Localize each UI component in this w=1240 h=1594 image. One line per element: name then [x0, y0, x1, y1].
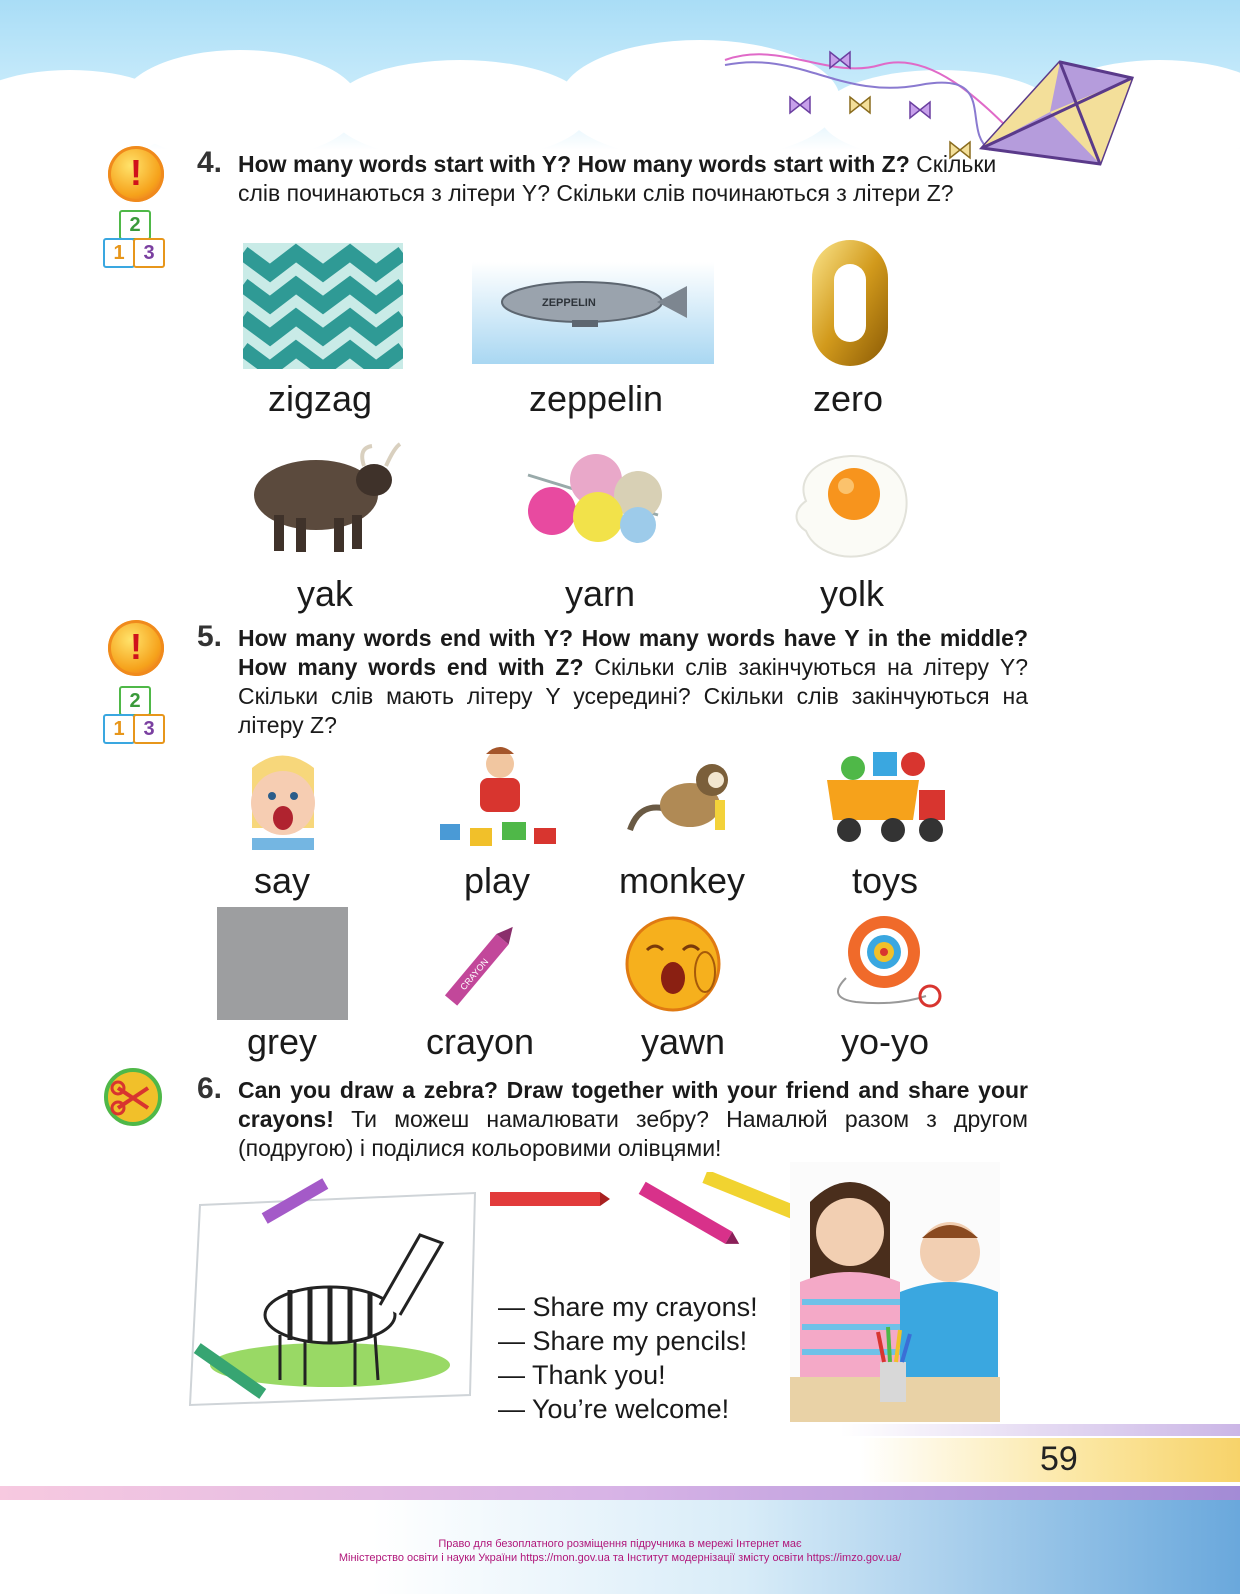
- word-yolk: yolk: [819, 573, 885, 614]
- task-number: 5.: [197, 620, 223, 653]
- task6-english: Can you draw a zebra? Draw together with your friend and share your crayons!: [238, 1077, 1028, 1132]
- word-zero: zero: [812, 378, 884, 419]
- yarn-image: [518, 445, 668, 545]
- zebra-drawing-image: [180, 1165, 480, 1415]
- crayons-image: [486, 1172, 816, 1262]
- toys-image: [823, 742, 949, 848]
- word-crayon: crayon: [425, 1021, 535, 1062]
- word-yak: yak: [296, 573, 354, 614]
- word-yo-yo: yo-yo: [840, 1021, 930, 1062]
- cloud: [120, 50, 360, 160]
- yolk-image: [786, 446, 916, 564]
- task5-english: How many words end with Y? How many words have Y in the middle? How many words end with Z?: [238, 625, 1028, 680]
- word-zeppelin: zeppelin: [528, 378, 664, 419]
- block-2: 2: [119, 686, 151, 716]
- word-play: play: [463, 860, 531, 901]
- block-1: 1: [103, 714, 135, 744]
- word-yarn: yarn: [564, 573, 636, 614]
- task-number: 4.: [197, 146, 223, 179]
- task5-text: [238, 624, 1028, 740]
- crayon-label: CRAYON: [458, 956, 491, 993]
- attention-icon: !: [108, 146, 164, 202]
- bottom-stripe: [0, 1486, 1240, 1500]
- scissors-icon: [104, 1066, 162, 1128]
- zigzag-image: [243, 243, 403, 369]
- task5-ukrainian: Скільки слів закінчуються на літеру Y? Скільки слів мають літеру Y усередині? Скільки слів закінчуються на літеру Z?: [238, 654, 1029, 738]
- word-zigzag: zigzag: [267, 378, 373, 419]
- monkey-image: [620, 750, 744, 846]
- cloud: [330, 60, 590, 160]
- dialog-line: — Thank you!: [498, 1360, 666, 1390]
- block-1: 1: [103, 238, 135, 268]
- crayon-image: [425, 918, 535, 1014]
- attention-icon: !: [108, 620, 164, 676]
- block-3: 3: [133, 714, 165, 744]
- word-say: say: [253, 860, 311, 901]
- word-yawn: yawn: [640, 1021, 726, 1062]
- yak-image: [246, 440, 406, 555]
- task6-text: [238, 1076, 1028, 1163]
- children-drawing-image: [790, 1162, 1000, 1422]
- task-number: 6.: [197, 1072, 223, 1105]
- dialog-line: — Share my pencils!: [498, 1326, 748, 1356]
- block-2: 2: [119, 210, 151, 240]
- band-decoration: [840, 1424, 1240, 1436]
- dialog-line: — You’re welcome!: [498, 1394, 730, 1424]
- task4-ukrainian: Скільки слів починаються з літери Y? Скільки слів починаються з літери Z?: [238, 151, 997, 206]
- task6-ukrainian: Ти можеш намалювати зебру? Намалюй разом з другом (подругою) і поділися кольоровими олівцями!: [238, 1106, 1028, 1161]
- zeppelin-label: ZEPPELIN: [542, 297, 596, 309]
- yo-yo-image: [822, 912, 950, 1012]
- page-number: 59: [1040, 1440, 1078, 1478]
- yawn-image: [625, 912, 725, 1012]
- word-monkey: monkey: [618, 860, 746, 901]
- footer-line-1: Право для безоплатного розміщення підручника в мережі Інтернет має: [438, 1538, 802, 1550]
- footer-line-2: Міністерство освіти і науки України https://mon.gov.ua та Інститут модернізації змісту освіти https://imzo.gov.ua/: [338, 1552, 902, 1564]
- zero-image: [808, 236, 892, 370]
- zeppelin-image: [472, 262, 714, 364]
- number-blocks-icon: [101, 686, 169, 746]
- play-image: [430, 744, 568, 854]
- say-image: [222, 748, 344, 850]
- task4-text: [238, 150, 1028, 208]
- grey-swatch: [217, 907, 348, 1020]
- word-grey: grey: [246, 1021, 318, 1062]
- dialog-line: — Share my crayons!: [498, 1292, 758, 1322]
- number-blocks-icon: [101, 210, 169, 270]
- block-3: 3: [133, 238, 165, 268]
- task4-english: How many words start with Y? How many words start with Z?: [238, 151, 910, 177]
- word-toys: toys: [851, 860, 919, 901]
